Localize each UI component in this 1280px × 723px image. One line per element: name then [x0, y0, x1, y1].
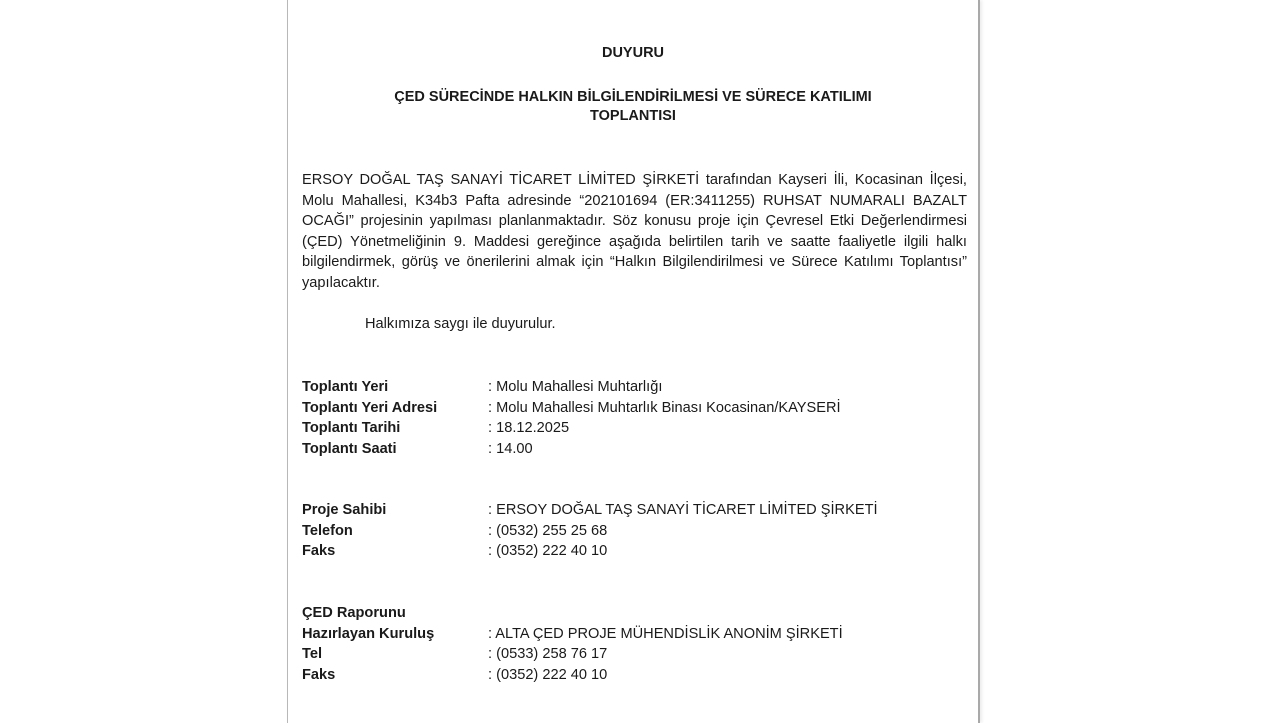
info-row: [302, 500, 962, 521]
info-label: Faks: [302, 543, 336, 559]
info-row: [302, 418, 962, 439]
greeting-text: Halkımıza saygı ile duyurulur.: [365, 316, 556, 332]
info-label: Toplantı Yeri: [302, 379, 389, 395]
info-value: [488, 603, 962, 624]
owner-info-block: [302, 500, 962, 562]
info-label: Proje Sahibi: [302, 502, 387, 518]
info-label: Toplantı Yeri Adresi: [302, 399, 438, 416]
info-label: Telefon: [302, 522, 353, 539]
info-row: [302, 398, 962, 419]
info-label: Toplantı Saati: [302, 440, 397, 457]
info-row: [302, 603, 962, 624]
consultant-info-block: [302, 603, 962, 685]
info-value: : 18.12.2025: [488, 420, 570, 436]
info-value: : (0352) 222 40 10: [488, 543, 608, 559]
subtitle-line-2: TOPLANTISI: [590, 108, 676, 124]
info-value: : (0352) 222 40 10: [488, 666, 608, 683]
info-label: Hazırlayan Kuruluş: [302, 625, 435, 642]
info-label: Tel: [302, 646, 323, 662]
document-page: [287, 0, 980, 723]
document-title: DUYURU: [601, 45, 665, 61]
info-value: : ERSOY DOĞAL TAŞ SANAYİ TİCARET LİMİTED ŞİRKETİ: [488, 502, 878, 518]
info-value: : ALTA ÇED PROJE MÜHENDİSLİK ANONİM ŞİRKETİ: [488, 625, 843, 642]
info-row: [302, 624, 962, 645]
announcement-body: ERSOY DOĞAL TAŞ SANAYİ TİCARET LİMİTED ŞİRKETİ tarafından Kayseri İli, Kocasinan İlçesi, Molu Mahallesi, K34b3 Pafta adresinde “202101694 (ER:3411255) RUHSAT NUMARALI BAZALT OCAĞI” projesinin yapılması planlanmaktadır. Söz konusu proje için Çevresel Etki Değerlendirmesi (ÇED) Yönetmeliğinin 9. Maddesi gereğince aşağıda belirtilen tarih ve saatte faaliyetle ilgili halkı bilgilendirmek, görüş ve önerilerini almak için “Halkın Bilgilendirilmesi ve Sürece Katılımı Toplantısı” yapılacaktır.: [302, 172, 967, 291]
info-row: [302, 377, 962, 398]
info-row: [302, 541, 962, 562]
meeting-info-block: [302, 377, 962, 459]
info-value: : (0532) 255 25 68: [488, 522, 608, 539]
info-value: : (0533) 258 76 17: [488, 646, 608, 662]
info-label: Faks: [302, 666, 336, 683]
info-value: : Molu Mahallesi Muhtarlığı: [488, 379, 663, 395]
info-value: : Molu Mahallesi Muhtarlık Binası Kocasinan/KAYSERİ: [488, 399, 841, 416]
document-subtitle: [288, 88, 978, 126]
subtitle-line-1: ÇED SÜRECİNDE HALKIN BİLGİLENDİRİLMESİ VE SÜRECE KATILIMI: [394, 89, 872, 105]
info-value: : 14.00: [488, 440, 533, 457]
info-row: [302, 665, 962, 686]
info-label: ÇED Raporunu: [302, 605, 406, 621]
info-row: [302, 439, 962, 460]
info-row: [302, 644, 962, 665]
info-label: Toplantı Tarihi: [302, 420, 401, 436]
info-row: [302, 521, 962, 542]
